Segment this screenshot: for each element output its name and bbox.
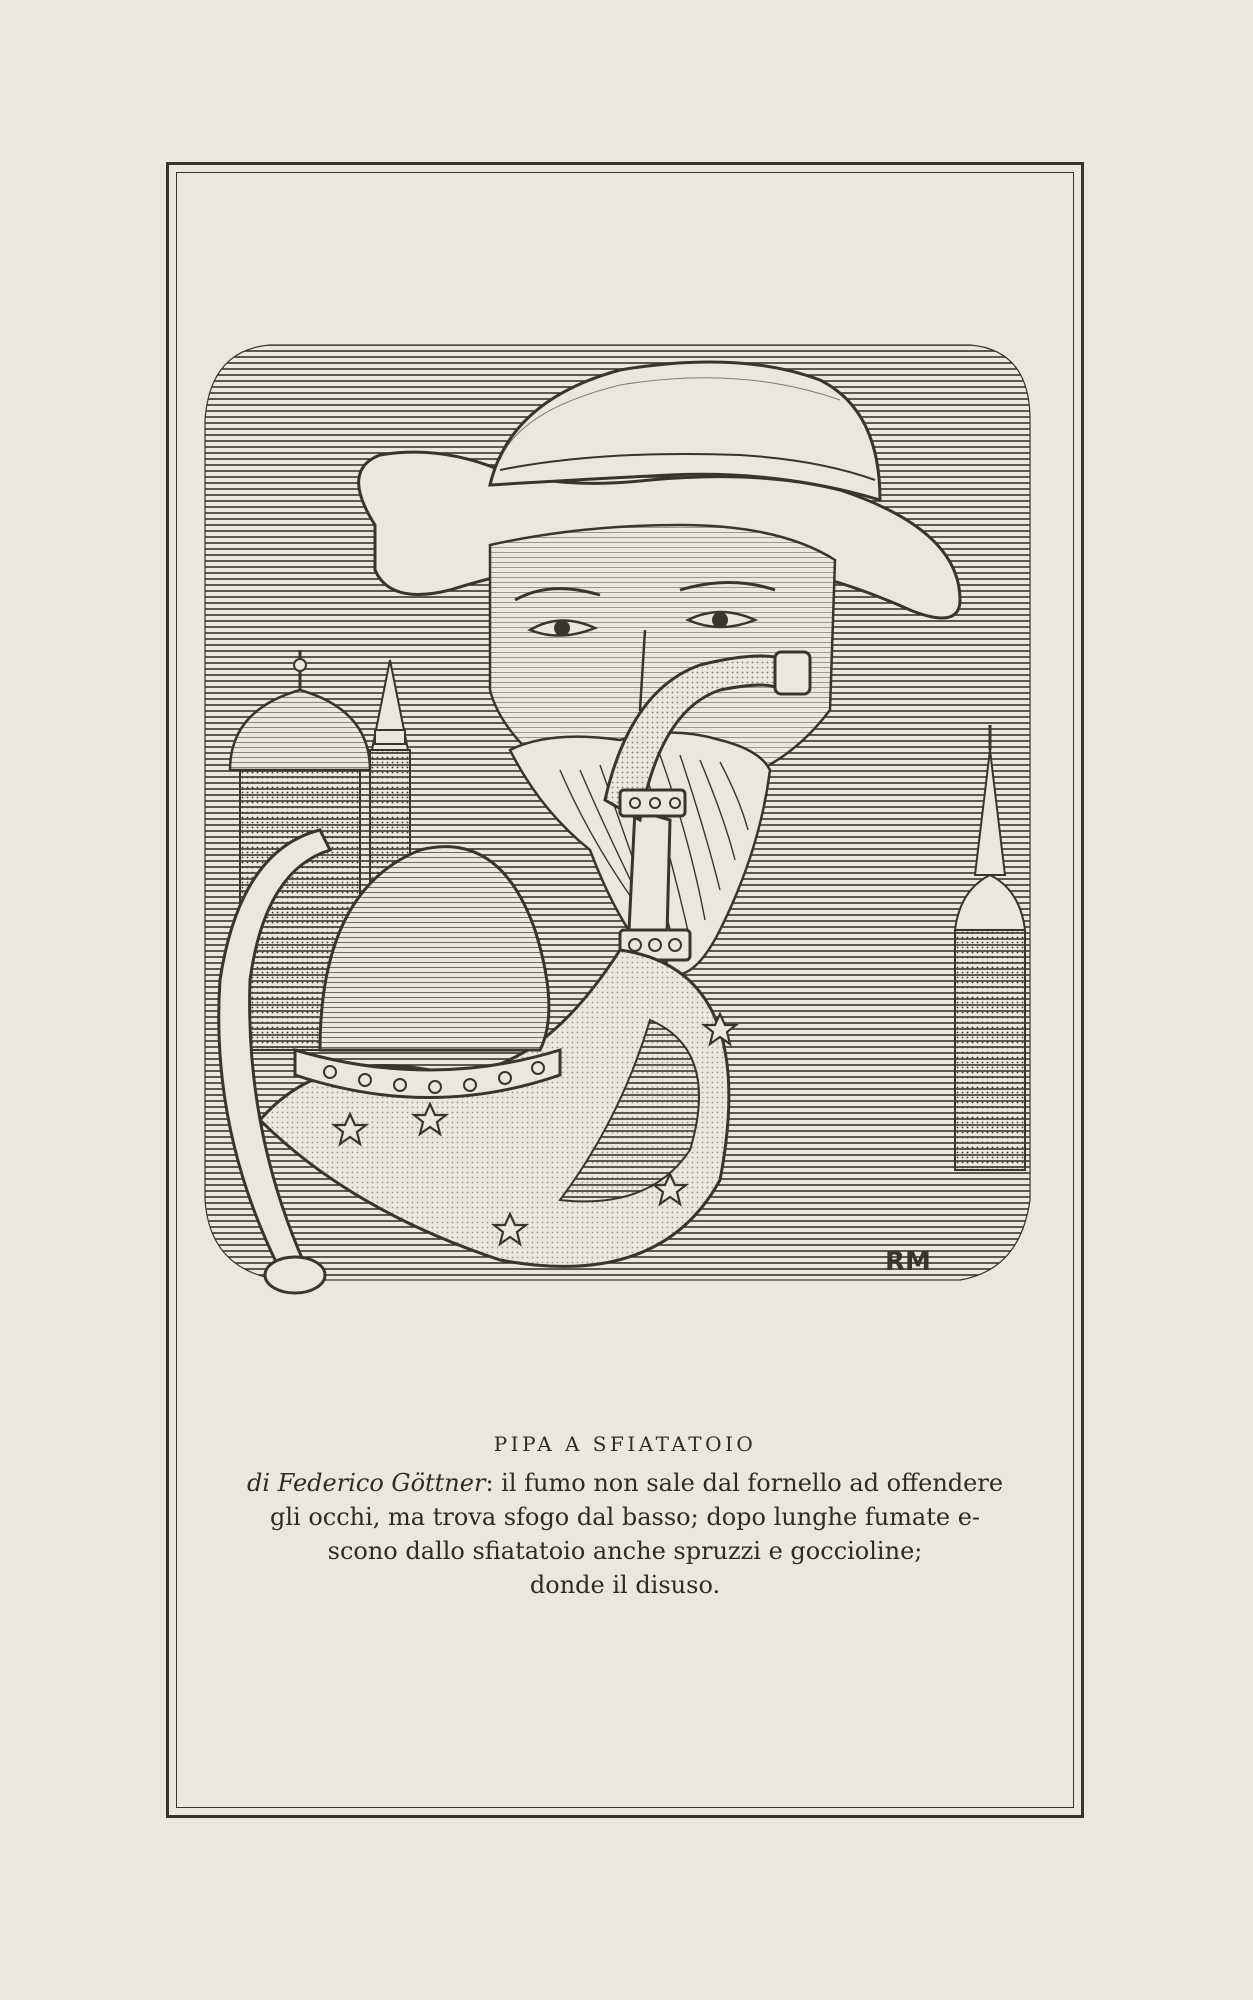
caption-author: di Federico Göttner bbox=[246, 1469, 486, 1497]
caption-line-3: scono dallo sfiatatoio anche spruzzi e goccioline; bbox=[327, 1537, 923, 1565]
caption-line-1-rest: : il fumo non sale dal fornello ad offendere bbox=[485, 1469, 1004, 1497]
caption-line-1 bbox=[230, 1466, 1020, 1500]
caption-body bbox=[230, 1466, 1020, 1602]
caption-title: PIPA A SFIATATOIO bbox=[493, 1432, 757, 1456]
engraving-illustration bbox=[200, 330, 1050, 1410]
caption-line-4: donde il disuso. bbox=[529, 1571, 721, 1599]
caption bbox=[230, 1432, 1020, 1602]
caption-line-2: gli occhi, ma trova sfogo dal basso; dopo lunghe fumate e- bbox=[269, 1503, 981, 1531]
artist-monogram: RM bbox=[885, 1247, 931, 1277]
